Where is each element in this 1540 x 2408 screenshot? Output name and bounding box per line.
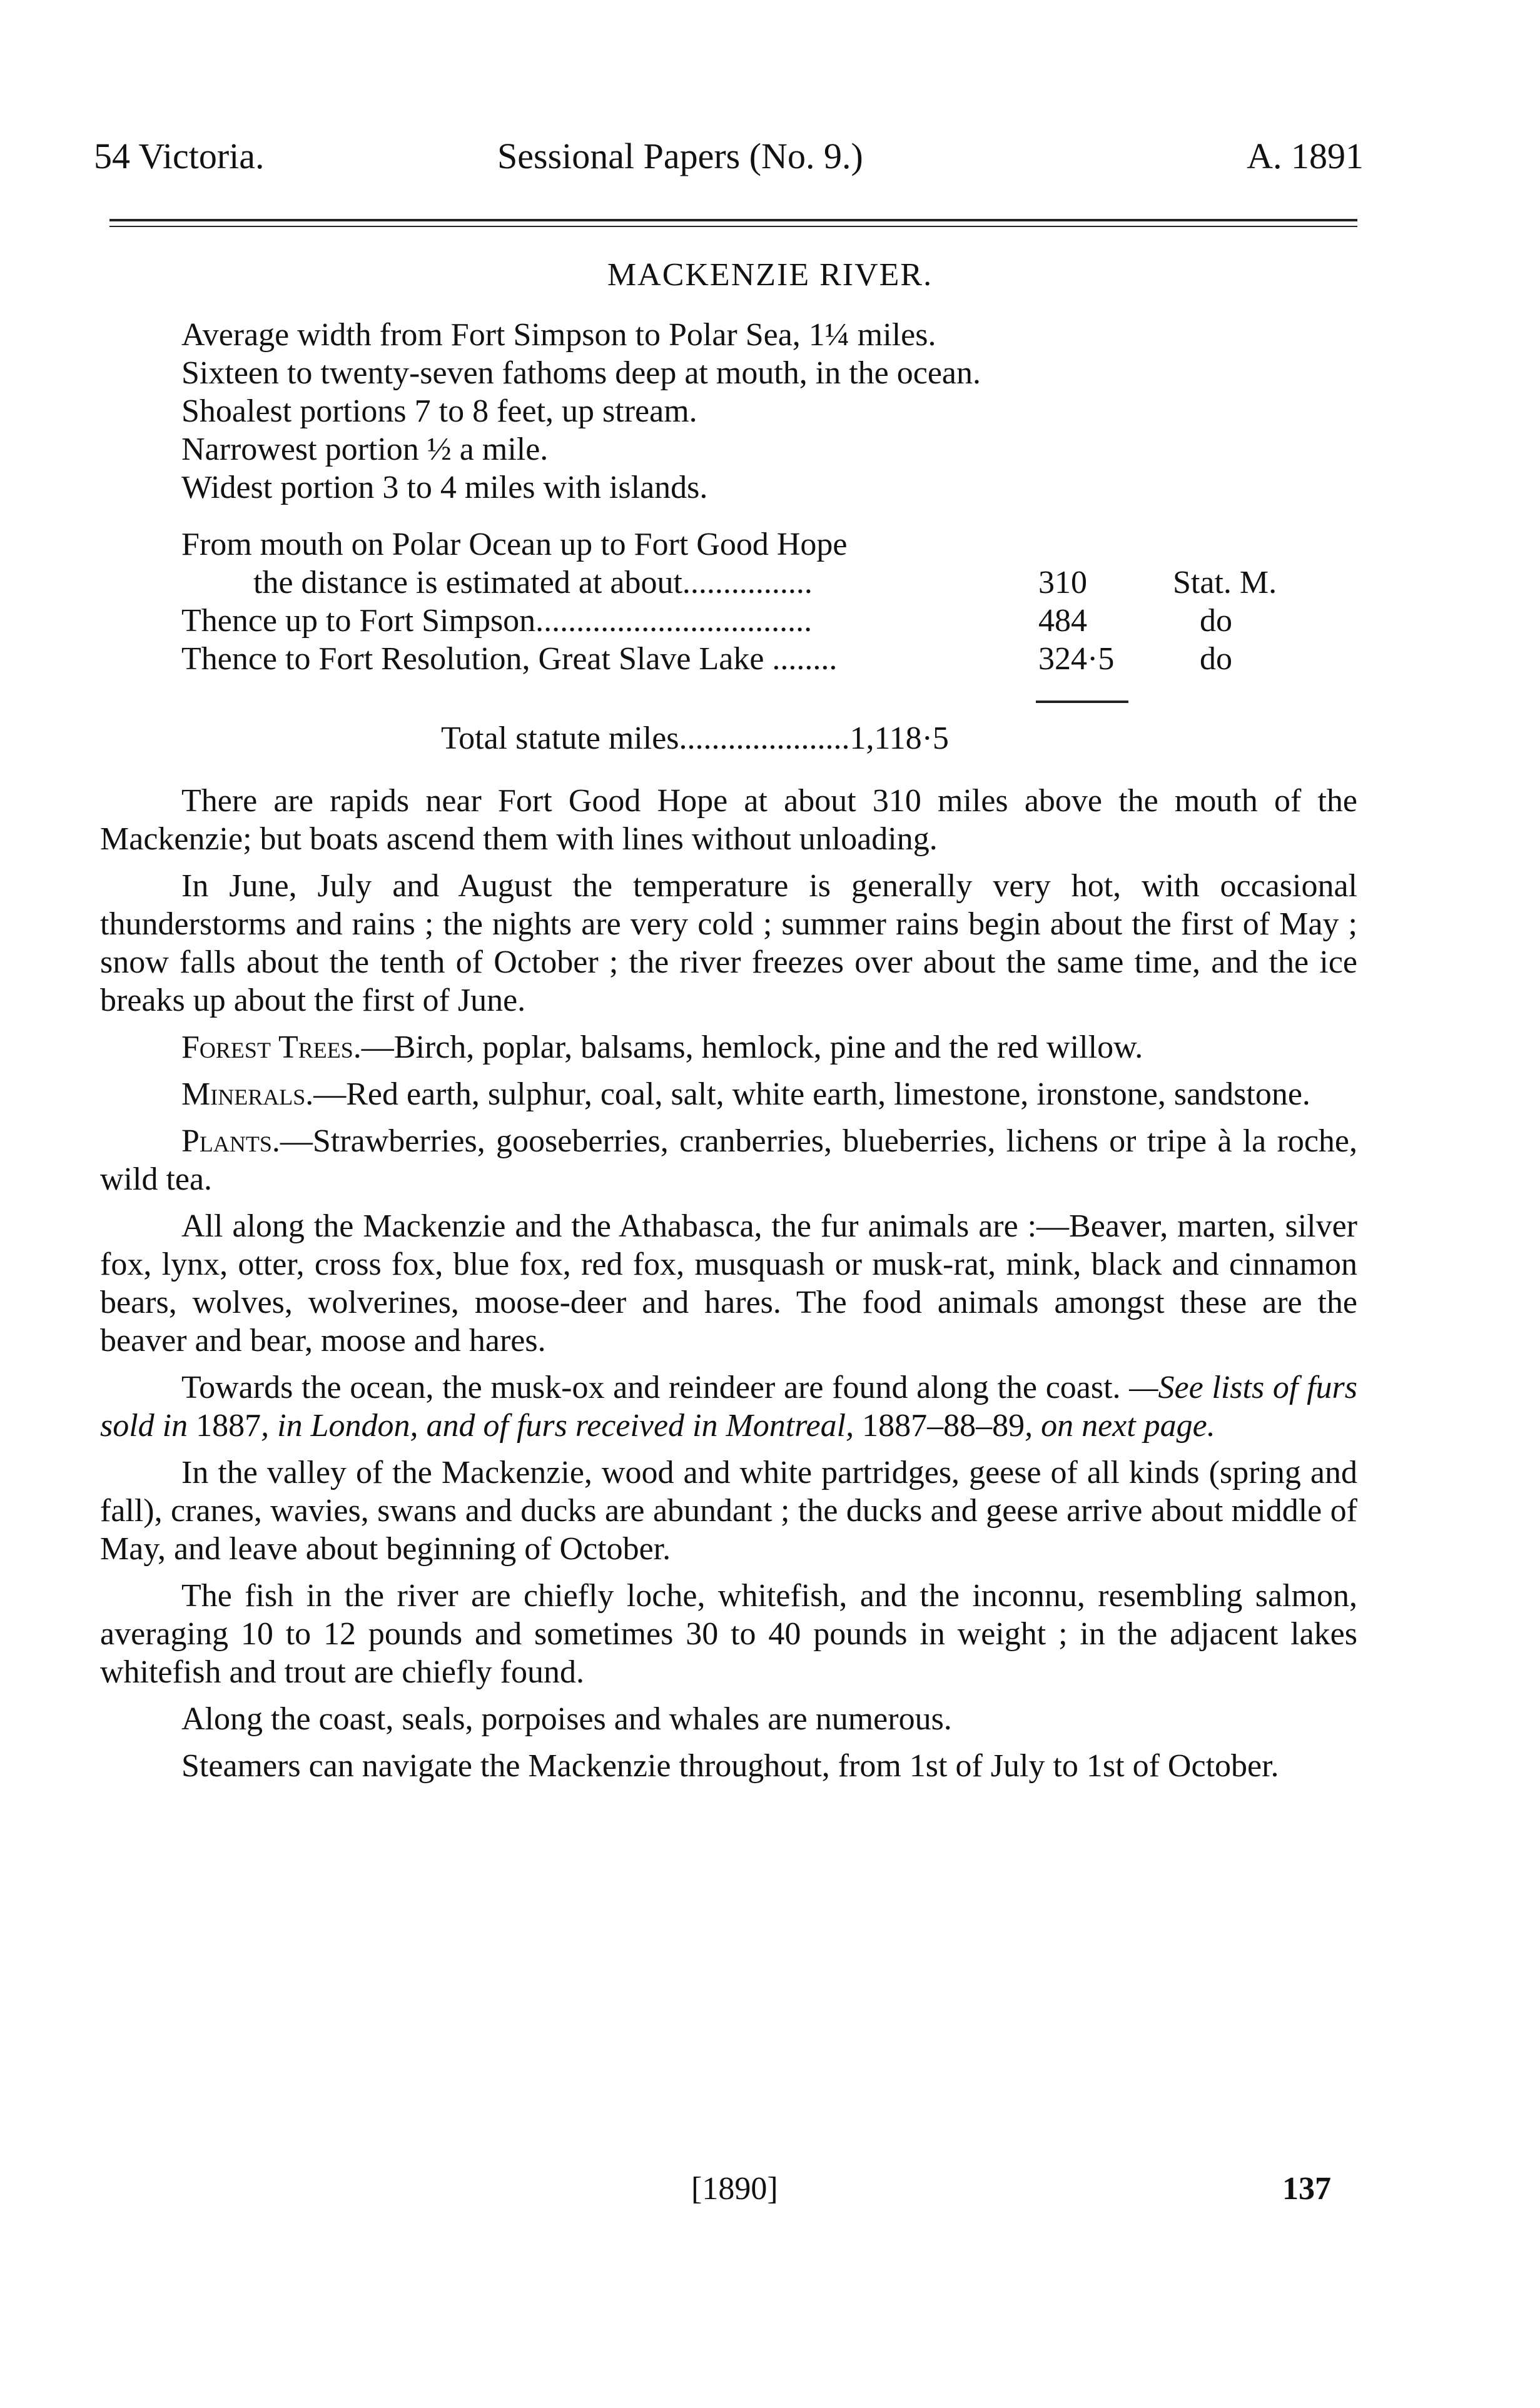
section-title: MACKENZIE RIVER.	[607, 257, 933, 293]
paragraph-fur-animals: All along the Mackenzie and the Athabasca, the fur animals are :—Beaver, marten, silver fox, lynx, otter, cross fox, blue fox, red fox, musquash or musk-rat, mink, black and cinnamon bears, wolves, wolverines, moose-deer and hares. The food animals amongst these are the beaver and bear, moose and hares.	[100, 1208, 1357, 1358]
forest-trees-label: Forest Trees.	[181, 1029, 362, 1065]
paragraph-rapids: There are rapids near Fort Good Hope at about 310 miles above the mouth of the Mackenzie; but boats ascend them with lines without unloading.	[100, 783, 1357, 857]
minerals-text: —Red earth, sulphur, coal, salt, white earth, limestone, ironstone, sandstone.	[313, 1076, 1310, 1112]
paragraph-climate: In June, July and August the temperature is generally very hot, with occasional thunderstorms and rains ; the nights are very cold ; summer rains begin about the first of May ; snow falls about the tenth of October ; the river freezes over about the same time, and the ice breaks up about the first of June.	[100, 868, 1357, 1018]
distance-label: the distance is estimated at about................	[253, 565, 813, 600]
header-title: Sessional Papers (No. 9.)	[497, 136, 863, 176]
sum-rule	[1036, 701, 1128, 703]
paragraph-fish: The fish in the river are chiefly loche, whitefish, and the inconnu, resembling salmon, averaging 10 to 12 pounds and sometimes 30 to 40 pounds in weight ; in the adjacent lakes whitefish and trout are chiefly found.	[100, 1578, 1357, 1690]
fact-line: Average width from Fort Simpson to Polar Sea, 1¼ miles.	[181, 317, 936, 353]
distance-unit: do	[1200, 603, 1232, 639]
ocean-ref-2: , in London, and of furs received in Montreal,	[261, 1408, 863, 1444]
paragraph-steamers: Steamers can navigate the Mackenzie throughout, from 1st of July to 1st of October.	[181, 1748, 1279, 1784]
distance-unit: do	[1200, 641, 1232, 677]
ocean-years: 1887–88–89	[862, 1408, 1025, 1444]
fact-line: Widest portion 3 to 4 miles with islands.	[181, 470, 708, 505]
minerals-label: Minerals.	[181, 1076, 314, 1112]
plants-text: —Strawberries, gooseberries, cranberries, blueberries, lichens or tripe à la roche, wild tea.	[100, 1123, 1357, 1197]
distance-value: 484	[1038, 603, 1087, 639]
distance-label: Thence to Fort Resolution, Great Slave Lake ........	[181, 641, 838, 677]
distance-value: 310	[1038, 565, 1087, 600]
river-facts	[181, 316, 981, 507]
distance-total	[441, 719, 949, 757]
header-session: 54 Victoria.	[94, 136, 265, 176]
distance-row	[181, 602, 1307, 640]
distance-label: From mouth on Polar Ocean up to Fort Good Hope	[181, 527, 848, 562]
ocean-ref-1: —See lists of furs sold in	[100, 1370, 1358, 1444]
ocean-text: Towards the ocean, the musk-ox and reindeer are found along the coast.	[181, 1370, 1121, 1405]
paragraph-forest-trees	[100, 1028, 1357, 1066]
distance-row	[181, 525, 1307, 564]
header-rule-thick	[109, 219, 1357, 221]
header-rule-thin	[109, 226, 1357, 227]
paragraph-plants	[100, 1122, 1357, 1198]
paragraph-minerals	[100, 1075, 1357, 1113]
distance-table	[181, 525, 1307, 678]
ocean-ref-3: , on next page.	[1025, 1408, 1215, 1444]
header-year: A. 1891	[1247, 136, 1364, 176]
paragraph-birds: In the valley of the Mackenzie, wood and white partridges, geese of all kinds (spring and fall), cranes, wavies, swans and ducks are abundant ; the ducks and geese arrive about middle of May, and leave about beginning of October.	[100, 1455, 1357, 1567]
total-label: Total statute miles.....................	[441, 721, 850, 756]
forest-trees-text: —Birch, poplar, balsams, hemlock, pine and the red willow.	[361, 1029, 1143, 1065]
paragraph-coast: Along the coast, seals, porpoises and whales are numerous.	[181, 1701, 952, 1737]
page-header	[94, 128, 1364, 185]
ocean-year: 1887	[196, 1408, 261, 1444]
distance-value: 324·5	[1038, 641, 1115, 677]
distance-row	[181, 640, 1307, 678]
distance-unit: Stat. M.	[1173, 565, 1277, 600]
fact-line: Narrowest portion ½ a mile.	[181, 432, 549, 467]
plants-label: Plants.	[181, 1123, 280, 1159]
distance-row	[181, 564, 1307, 602]
fact-line: Sixteen to twenty-seven fathoms deep at mouth, in the ocean.	[181, 355, 981, 391]
total-value: 1,118·5	[849, 721, 949, 756]
page-number: 137	[1282, 2171, 1331, 2207]
fact-line: Shoalest portions 7 to 8 feet, up stream.	[181, 393, 697, 429]
body-text	[100, 782, 1357, 1794]
distance-label: Thence up to Fort Simpson..................................	[181, 603, 813, 639]
footer-year: [1890]	[691, 2171, 778, 2207]
paragraph-ocean	[100, 1368, 1357, 1445]
